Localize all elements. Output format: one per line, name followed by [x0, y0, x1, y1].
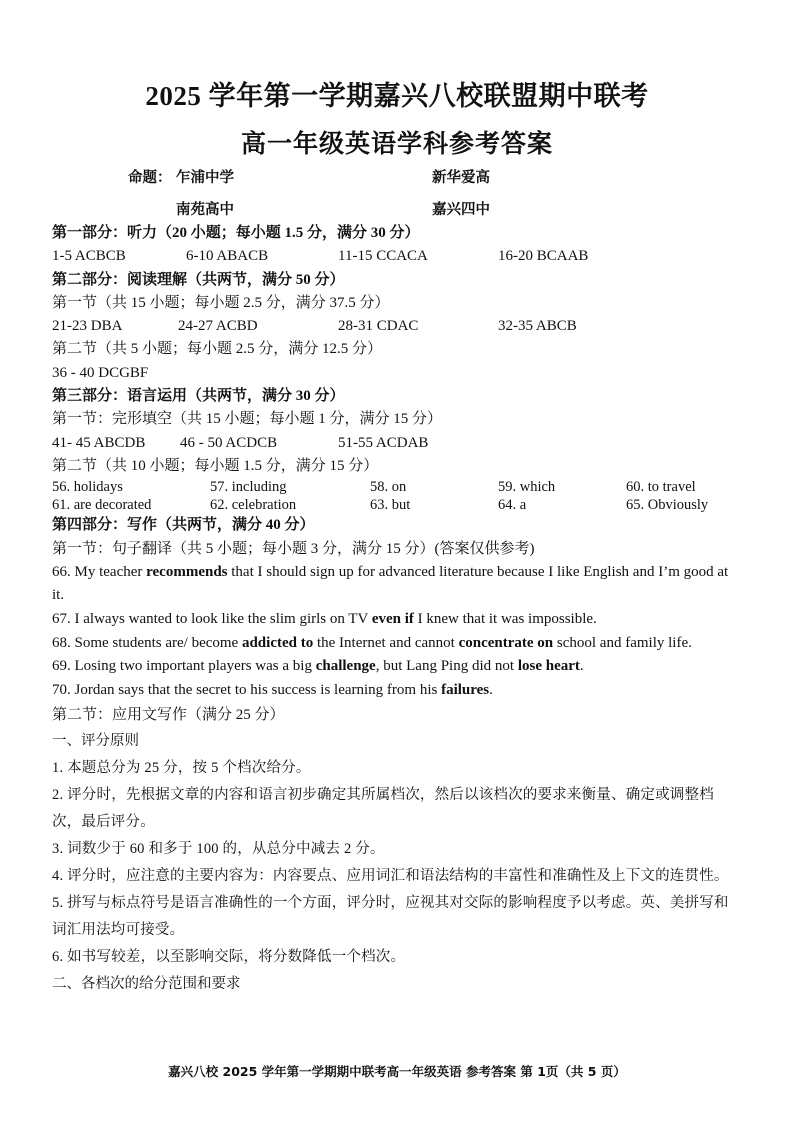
scoring-rule: 3. 词数少于 60 和多于 100 的，从总分中减去 2 分。	[52, 841, 385, 858]
answer-group: 24-27 ACBD	[178, 318, 258, 335]
page-title: 2025 学年第一学期嘉兴八校联盟期中联考	[145, 81, 649, 111]
answer-group: 11-15 CCACA	[338, 248, 428, 265]
translation-66: 66. My teacher recommends that I should sign up for advanced literature because I like English and I’m good at it.	[52, 563, 729, 604]
scoring-rule: 4. 评分时，应注意的主要内容为：内容要点、应用词汇和语法结构的丰富性和准确性及上下文的连贯性。	[52, 868, 729, 885]
answer-group: 51-55 ACDAB	[338, 434, 429, 451]
part3-fill-row-2	[52, 496, 742, 514]
fill-answer: 59. which	[498, 479, 556, 496]
author-school-2: 新华爱高	[432, 170, 490, 186]
part2-section1-heading: 第一节（共 15 小题；每小题 2.5 分，满分 37.5 分）	[52, 294, 390, 311]
author-school-4: 嘉兴四中	[432, 202, 490, 218]
part3-section1-heading: 第一节：完形填空（共 15 小题；每小题 1 分，满分 15 分）	[52, 411, 443, 428]
part3-heading: 第三部分：语言运用（共两节，满分 30 分）	[52, 388, 345, 405]
ranges-title: 二、各档次的给分范围和要求	[52, 976, 241, 993]
authors-block	[0, 166, 794, 222]
fill-answer: 60. to travel	[626, 479, 696, 496]
answer-group: 16-20 BCAAB	[498, 248, 589, 265]
part4-heading: 第四部分：写作（共两节，满分 40 分）	[52, 517, 315, 534]
authors-label: 命题：	[128, 170, 172, 186]
page-footer: 嘉兴八校 2025 学年第一学期期中联考高一年级英语 参考答案 第 1页（共 5 页）	[168, 1064, 626, 1079]
part3-section2-heading: 第二节（共 10 小题；每小题 1.5 分，满分 15 分）	[52, 457, 379, 474]
part1-answers	[52, 245, 742, 268]
answer-body	[52, 222, 742, 998]
fill-answer: 64. a	[498, 497, 527, 514]
scoring-rule: 2. 评分时，先根据文章的内容和语言初步确定其所属档次，然后以该档次的要求来衡量、确定或调整档次，最后评分。	[52, 787, 714, 831]
part3-fill-row-1	[52, 478, 742, 496]
part3-section1-answers	[52, 432, 742, 455]
answer-group: 28-31 CDAC	[338, 318, 419, 335]
answer-group: 41- 45 ABCDB	[52, 434, 146, 451]
part2-section2-heading: 第二节（共 5 小题；每小题 2.5 分，满分 12.5 分）	[52, 341, 383, 358]
fill-answer: 61. are decorated	[52, 497, 152, 514]
answer-group: 1-5 ACBCB	[52, 248, 126, 265]
page-subtitle: 高一年级英语学科参考答案	[240, 131, 553, 158]
author-school-1: 乍浦中学	[176, 170, 234, 186]
translation-70: 70. Jordan says that the secret to his success is learning from his failures.	[52, 681, 493, 698]
answer-group: 32-35 ABCB	[498, 318, 577, 335]
author-school-3: 南苑高中	[176, 202, 234, 218]
fill-answer: 63. but	[370, 497, 411, 514]
part4-section1-heading: 第一节：句子翻译（共 5 小题；每小题 3 分，满分 15 分）(答案仅供参考)	[52, 540, 535, 557]
fill-answer: 65. Obviously	[626, 497, 709, 514]
scoring-rule: 1. 本题总分为 25 分，按 5 个档次给分。	[52, 760, 311, 777]
part2-section2-answer: 36 - 40 DCGBF	[52, 364, 149, 381]
scoring-rule: 6. 如书写较差，以至影响交际，将分数降低一个档次。	[52, 949, 406, 966]
principles-title: 一、评分原则	[52, 733, 139, 750]
translation-67: 67. I always wanted to look like the slim girls on TV even if I knew that it was impossible.	[52, 611, 597, 628]
fill-answer: 62. celebration	[210, 497, 297, 514]
part2-heading: 第二部分：阅读理解（共两节，满分 50 分）	[52, 271, 345, 288]
fill-answer: 58. on	[370, 479, 407, 496]
answer-group: 21-23 DBA	[52, 318, 123, 335]
scoring-rule: 5. 拼写与标点符号是语言准确性的一个方面，评分时，应视其对交际的影响程度予以考虑。英、美拼写和词汇用法均可接受。	[52, 895, 729, 939]
part4-section2-heading: 第二节：应用文写作（满分 25 分）	[52, 707, 285, 724]
answer-group: 6-10 ABACB	[186, 248, 269, 265]
part2-section1-answers	[52, 315, 742, 338]
translation-68: 68. Some students are/ become addicted to the Internet and cannot concentrate on school and family life.	[52, 634, 692, 651]
answer-group: 46 - 50 ACDCB	[180, 434, 278, 451]
fill-answer: 56. holidays	[52, 479, 123, 496]
part1-heading: 第一部分：听力（20 小题；每小题 1.5 分，满分 30 分）	[52, 225, 420, 241]
translation-69: 69. Losing two important players was a big challenge, but Lang Ping did not lose heart.	[52, 658, 584, 675]
fill-answer: 57. including	[210, 479, 287, 496]
